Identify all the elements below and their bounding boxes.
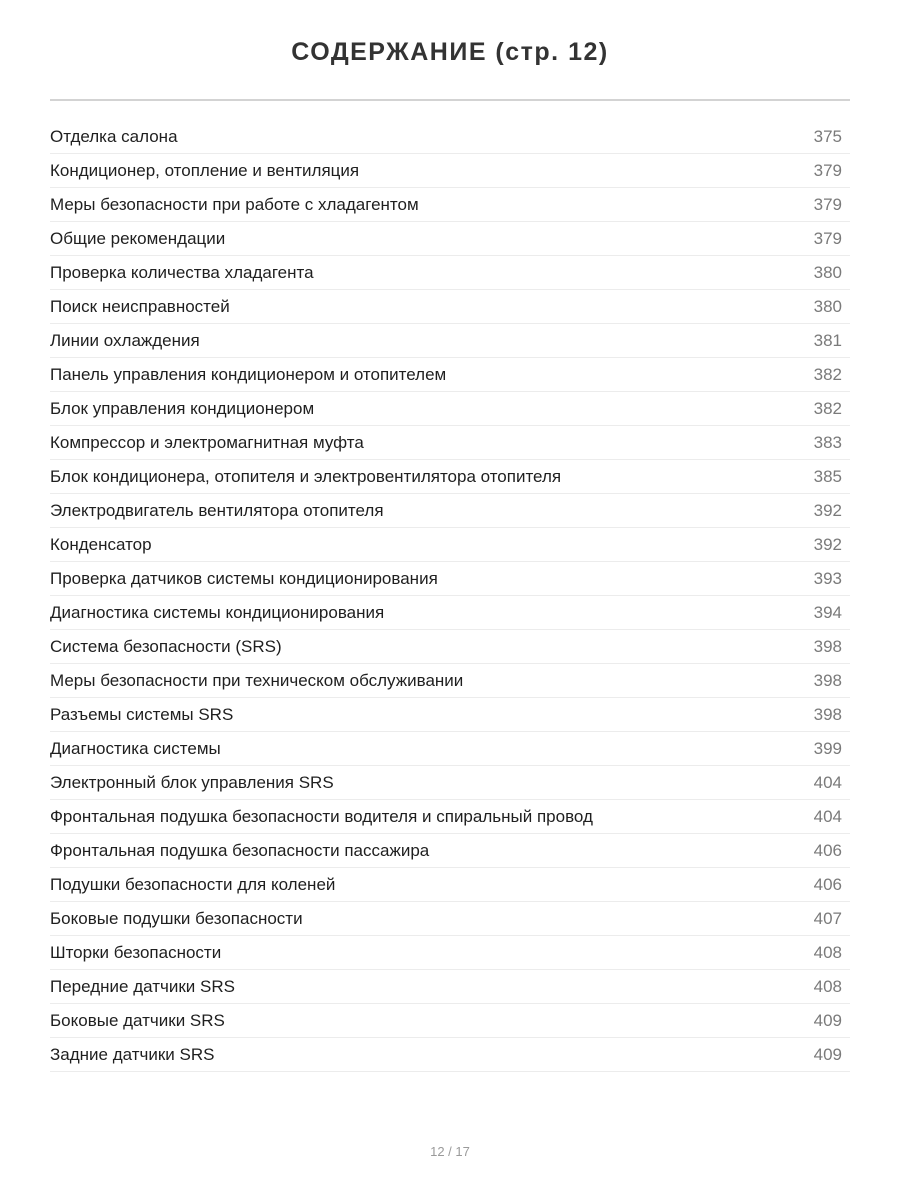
toc-entry-title: Система безопасности (SRS) <box>50 636 282 656</box>
toc-entry[interactable] <box>50 630 850 664</box>
toc-entry-page: 404 <box>813 772 842 792</box>
toc-entry[interactable] <box>50 664 850 698</box>
toc-entry-title: Конденсатор <box>50 534 152 554</box>
toc-entry-title: Блок кондиционера, отопителя и электровентилятора отопителя <box>50 466 562 486</box>
toc-entry-title: Меры безопасности при работе с хладагентом <box>50 194 419 214</box>
toc-entry[interactable] <box>50 392 850 426</box>
toc-entry-page: 380 <box>813 296 842 316</box>
toc-entry-title: Шторки безопасности <box>50 942 222 962</box>
page-counter: 12 / 17 <box>430 1144 470 1159</box>
toc-entry-title: Общие рекомендации <box>50 228 226 248</box>
toc-entry-page: 382 <box>813 364 842 384</box>
toc-entry-page: 409 <box>813 1044 842 1064</box>
toc-entry[interactable] <box>50 970 850 1004</box>
toc-entry[interactable] <box>50 902 850 936</box>
toc-entry-title: Разъемы системы SRS <box>50 704 234 724</box>
toc-entry-page: 393 <box>813 568 842 588</box>
toc-entry[interactable] <box>50 562 850 596</box>
toc-entry[interactable] <box>50 834 850 868</box>
toc-entry[interactable] <box>50 1038 850 1072</box>
toc-entry-page: 392 <box>813 534 842 554</box>
toc-entry-page: 408 <box>813 976 842 996</box>
toc-entry[interactable] <box>50 936 850 970</box>
toc-entry[interactable] <box>50 324 850 358</box>
toc-entry-page: 394 <box>813 602 842 622</box>
toc-entry-title: Фронтальная подушка безопасности водителя и спиральный провод <box>50 806 593 826</box>
toc-entry[interactable] <box>50 358 850 392</box>
toc-entry[interactable] <box>50 222 850 256</box>
toc-entry-title: Компрессор и электромагнитная муфта <box>50 432 364 452</box>
toc-list <box>50 120 850 1072</box>
toc-entry[interactable] <box>50 188 850 222</box>
toc-entry-title: Диагностика системы кондиционирования <box>50 602 385 622</box>
toc-entry-title: Меры безопасности при техническом обслуживании <box>50 670 464 690</box>
toc-entry-title: Электродвигатель вентилятора отопителя <box>50 500 384 520</box>
toc-entry-page: 406 <box>813 840 842 860</box>
toc-entry[interactable] <box>50 460 850 494</box>
toc-entry-page: 399 <box>813 738 842 758</box>
toc-entry-page: 398 <box>813 704 842 724</box>
toc-entry-title: Подушки безопасности для коленей <box>50 874 336 894</box>
toc-entry-title: Кондиционер, отопление и вентиляция <box>50 160 360 180</box>
toc-entry-page: 379 <box>813 228 842 248</box>
toc-entry-title: Панель управления кондиционером и отопителем <box>50 364 447 384</box>
toc-entry-title: Проверка датчиков системы кондиционирования <box>50 568 438 588</box>
toc-entry-page: 406 <box>813 874 842 894</box>
toc-entry-title: Блок управления кондиционером <box>50 398 315 418</box>
toc-entry[interactable] <box>50 290 850 324</box>
toc-entry-page: 379 <box>813 194 842 214</box>
toc-entry-title: Поиск неисправностей <box>50 296 230 316</box>
toc-entry-page: 398 <box>813 670 842 690</box>
toc-entry[interactable] <box>50 800 850 834</box>
toc-entry-page: 385 <box>813 466 842 486</box>
toc-entry[interactable] <box>50 596 850 630</box>
toc-entry-title: Отделка салона <box>50 126 178 146</box>
toc-entry-title: Линии охлаждения <box>50 330 200 350</box>
toc-entry[interactable] <box>50 698 850 732</box>
toc-entry[interactable] <box>50 494 850 528</box>
toc-entry-title: Боковые датчики SRS <box>50 1010 225 1030</box>
toc-entry-title: Передние датчики SRS <box>50 976 235 996</box>
toc-entry-page: 392 <box>813 500 842 520</box>
toc-entry-page: 375 <box>813 126 842 146</box>
toc-entry-title: Электронный блок управления SRS <box>50 772 334 792</box>
toc-entry[interactable] <box>50 256 850 290</box>
toc-entry[interactable] <box>50 868 850 902</box>
toc-entry-title: Задние датчики SRS <box>50 1044 215 1064</box>
toc-entry[interactable] <box>50 426 850 460</box>
toc-entry[interactable] <box>50 528 850 562</box>
toc-entry[interactable] <box>50 1004 850 1038</box>
toc-entry-title: Диагностика системы <box>50 738 221 758</box>
toc-entry-page: 381 <box>813 330 842 350</box>
title-divider <box>50 99 850 101</box>
toc-entry-page: 380 <box>813 262 842 282</box>
toc-entry[interactable] <box>50 732 850 766</box>
toc-entry-page: 404 <box>813 806 842 826</box>
toc-entry[interactable] <box>50 154 850 188</box>
toc-entry-title: Проверка количества хладагента <box>50 262 314 282</box>
toc-entry-page: 409 <box>813 1010 842 1030</box>
toc-entry-page: 382 <box>813 398 842 418</box>
toc-entry-page: 408 <box>813 942 842 962</box>
toc-entry-page: 383 <box>813 432 842 452</box>
toc-entry-title: Боковые подушки безопасности <box>50 908 303 928</box>
toc-entry-page: 379 <box>813 160 842 180</box>
toc-entry[interactable] <box>50 120 850 154</box>
toc-entry-title: Фронтальная подушка безопасности пассажира <box>50 840 430 860</box>
page-title: СОДЕРЖАНИЕ (стр. 12) <box>291 38 609 66</box>
toc-entry-page: 407 <box>813 908 842 928</box>
toc-entry[interactable] <box>50 766 850 800</box>
toc-entry-page: 398 <box>813 636 842 656</box>
